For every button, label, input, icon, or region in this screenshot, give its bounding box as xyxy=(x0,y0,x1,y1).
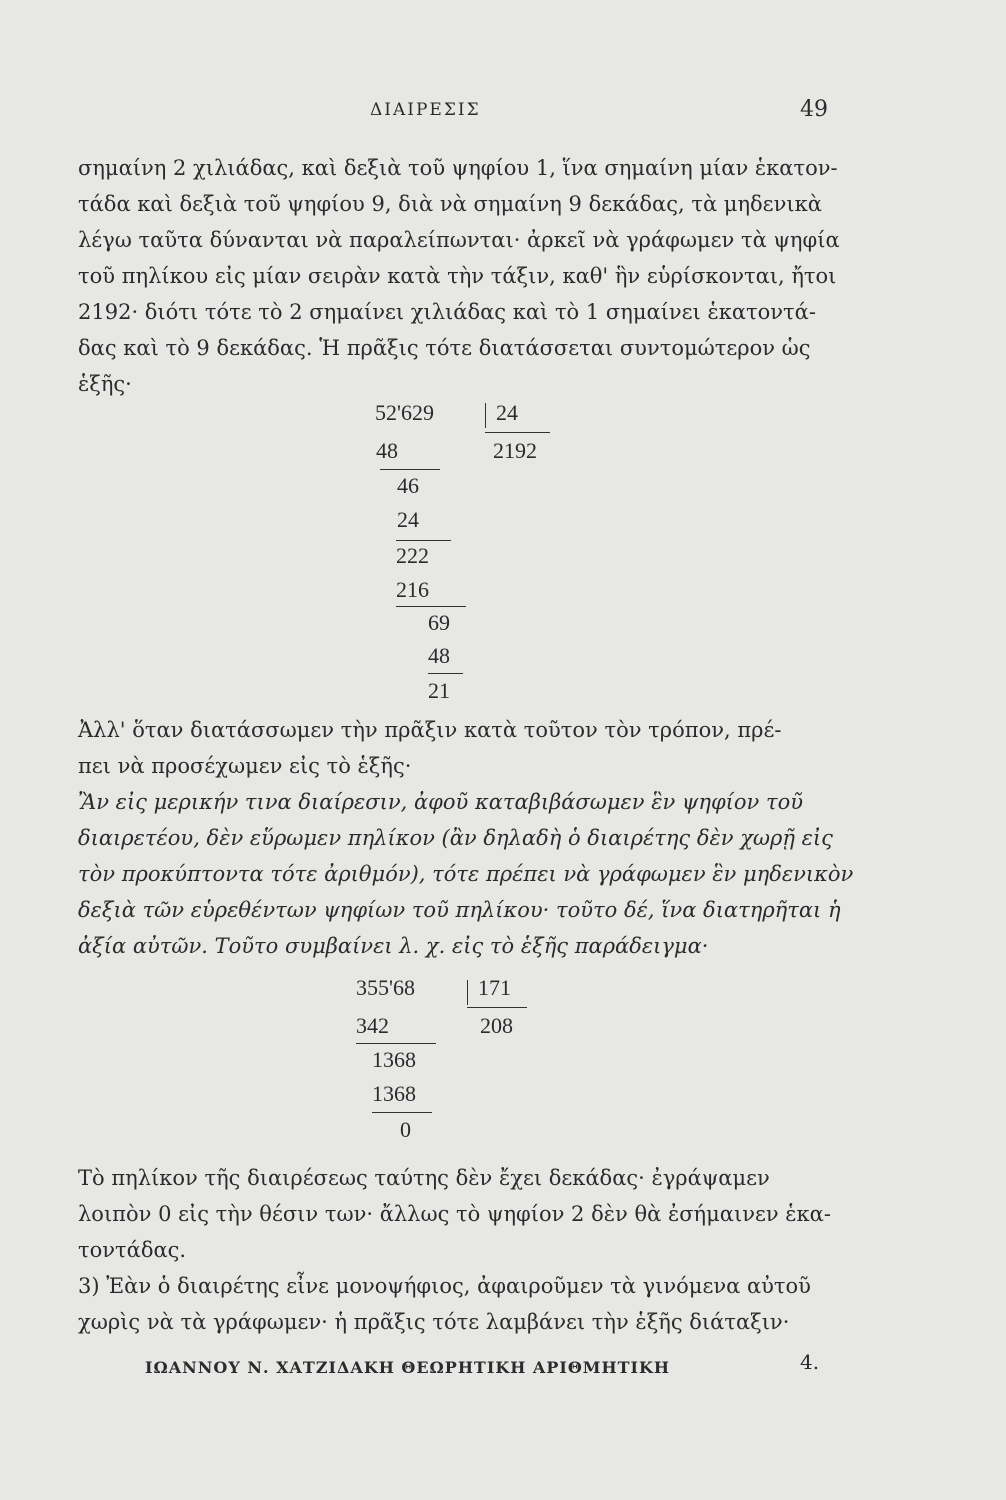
step-value: 48 xyxy=(376,438,398,463)
dividend: 52'629 xyxy=(375,400,434,425)
text-line: Τὸ πηλίκον τῆς διαιρέσεως ταύτης δὲν ἔχει δεκάδας· ἐγράψαμεν xyxy=(78,1166,770,1190)
page-number: 49 xyxy=(800,97,828,122)
running-header-title: ΔΙΑΙΡΕΣΙΣ xyxy=(370,100,481,120)
divisor: 24 xyxy=(496,400,518,425)
paragraph-4 xyxy=(78,1160,868,1268)
paragraph-2 xyxy=(78,712,868,784)
subtraction-rule xyxy=(380,469,440,470)
text-line: χωρὶς νὰ τὰ γράφωμεν· ἡ πρᾶξις τότε λαμβάνει τὴν ἑξῆς διάταξιν· xyxy=(78,1310,790,1334)
paragraph-1 xyxy=(78,150,868,402)
text-line: τὸν προκύπτοντα τότε ἀριθμόν), τότε πρέπει νὰ γράφωμεν ἓν μηδενικὸν xyxy=(78,862,854,886)
subtraction-rule xyxy=(372,1112,432,1113)
text-line: Ἀλλ' ὅταν διατάσσωμεν τὴν πρᾶξιν κατὰ τοῦτον τὸν τρόπον, πρέ- xyxy=(78,718,782,742)
printer-signature-line: ΙΩΑΝΝΟΥ Ν. ΧΑΤΖΙΔΑΚΗ ΘΕΩΡΗΤΙΚΗ ΑΡΙΘΜΗΤΙΚΗ xyxy=(145,1358,671,1377)
signature-mark: 4. xyxy=(800,1350,820,1374)
quotient: 208 xyxy=(480,1013,513,1038)
text-line: διαιρετέου, δὲν εὕρωμεν πηλίκον (ἂν δηλαδὴ ὁ διαιρέτης δὲν χωρῇ εἰς xyxy=(78,826,833,850)
paragraph-5 xyxy=(78,1268,868,1340)
step-value: 0 xyxy=(400,1117,411,1142)
subtraction-rule xyxy=(428,673,463,674)
subtraction-rule xyxy=(356,1043,436,1044)
text-line: ἑξῆς· xyxy=(78,372,132,396)
text-line: τάδα καὶ δεξιὰ τοῦ ψηφίου 9, διὰ νὰ σημαίνη 9 δεκάδας, τὰ μηδενικὰ xyxy=(78,192,822,216)
text-line: Ἂν εἰς μερικήν τινα διαίρεσιν, ἀφοῦ καταβιβάσωμεν ἓν ψηφίον τοῦ xyxy=(78,790,804,814)
division-bar xyxy=(485,403,486,428)
text-line: ἀξία αὐτῶν. Τοῦτο συμβαίνει λ. χ. εἰς τὸ ἑξῆς παράδειγμα· xyxy=(78,934,709,958)
step-value: 46 xyxy=(397,473,419,498)
text-line: σημαίνη 2 χιλιάδας, καὶ δεξιὰ τοῦ ψηφίου 1, ἵνα σημαίνη μίαν ἑκατον- xyxy=(78,156,838,180)
divisor: 171 xyxy=(478,975,511,1000)
step-value: 342 xyxy=(356,1013,389,1038)
step-value: 48 xyxy=(428,643,450,668)
step-value: 216 xyxy=(396,577,429,602)
text-line: τοῦ πηλίκου εἰς μίαν σειρὰν κατὰ τὴν τάξιν, καθ' ἣν εὑρίσκονται, ἤτοι xyxy=(78,264,837,288)
text-line: 3) Ἐὰν ὁ διαιρέτης εἶνε μονοψήφιος, ἀφαιροῦμεν τὰ γινόμενα αὐτοῦ xyxy=(78,1274,811,1298)
step-value: 21 xyxy=(428,678,450,703)
quotient-rule xyxy=(485,432,550,433)
step-value: 69 xyxy=(428,610,450,635)
paragraph-3-rule xyxy=(78,784,868,964)
quotient: 2192 xyxy=(493,438,537,463)
text-line: λέγω ταῦτα δύνανται νὰ παραλείπωνται· ἀρκεῖ νὰ γράφωμεν τὰ ψηφία xyxy=(78,228,840,252)
division-bar xyxy=(467,980,468,1005)
text-line: δεξιὰ τῶν εὑρεθέντων ψηφίων τοῦ πηλίκου· τοῦτο δέ, ἵνα διατηρῆται ἡ xyxy=(78,898,841,922)
dividend: 355'68 xyxy=(356,975,415,1000)
step-value: 1368 xyxy=(372,1081,416,1106)
quotient-rule xyxy=(467,1007,527,1008)
step-value: 1368 xyxy=(372,1047,416,1072)
text-line: δας καὶ τὸ 9 δεκάδας. Ἡ πρᾶξις τότε διατάσσεται συντομώτερον ὡς xyxy=(78,336,811,360)
text-line: πει νὰ προσέχωμεν εἰς τὸ ἑξῆς· xyxy=(78,754,412,778)
text-line: λοιπὸν 0 εἰς τὴν θέσιν των· ἄλλως τὸ ψηφίον 2 δὲν θὰ ἐσήμαινεν ἑκα- xyxy=(78,1202,831,1226)
text-line: 2192· διότι τότε τὸ 2 σημαίνει χιλιάδας καὶ τὸ 1 σημαίνει ἑκατοντά- xyxy=(78,300,816,324)
step-value: 24 xyxy=(397,507,419,532)
subtraction-rule xyxy=(396,606,466,607)
text-line: τοντάδας. xyxy=(78,1238,187,1262)
subtraction-rule xyxy=(396,540,451,541)
step-value: 222 xyxy=(396,543,429,568)
